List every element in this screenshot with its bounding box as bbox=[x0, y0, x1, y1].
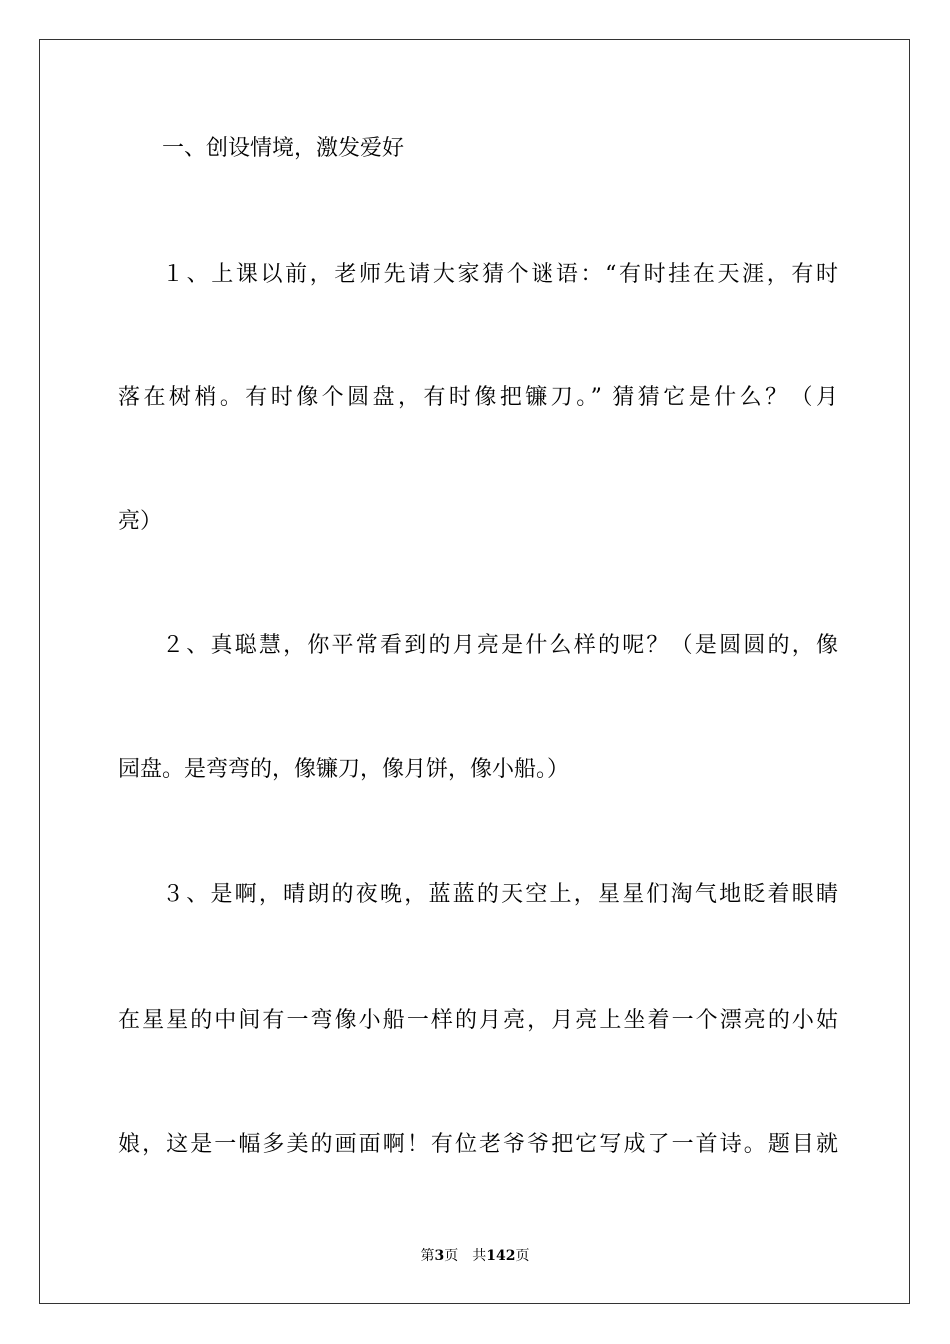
paragraph-line: 落在树梢。有时像个圆盘，有时像把镰刀。” 猜猜它是什么？（月 bbox=[118, 385, 838, 410]
footer-total-prefix: 共 bbox=[472, 1248, 487, 1264]
paragraph-line: 在星星的中间有一弯像小船一样的月亮，月亮上坐着一个漂亮的小姑 bbox=[118, 1008, 838, 1033]
page-border bbox=[39, 39, 910, 1304]
footer-total-pages: 142 bbox=[486, 1248, 516, 1264]
section-heading: 一、创设情境，激发爱好 bbox=[162, 136, 405, 161]
paragraph-line: 园盘。是弯弯的，像镰刀，像月饼，像小船。） bbox=[118, 757, 570, 782]
footer-page-prefix: 第 bbox=[420, 1248, 435, 1264]
paragraph-line: 亮） bbox=[118, 509, 163, 534]
paragraph-line: 娘，这是一幅多美的画面啊！有位老爷爷把它写成了一首诗。题目就 bbox=[118, 1132, 838, 1157]
paragraph-line: ２、真聪慧，你平常看到的月亮是什么样的呢？（是圆圆的，像 bbox=[162, 633, 838, 658]
paragraph-line: １、上课以前，老师先请大家猜个谜语：“有时挂在天涯，有时 bbox=[162, 262, 838, 287]
footer-page-suffix: 页 bbox=[444, 1248, 459, 1264]
paragraph-line: ３、是啊，晴朗的夜晚，蓝蓝的天空上，星星们淘气地眨着眼睛 bbox=[162, 882, 838, 907]
page-footer bbox=[0, 1247, 950, 1265]
footer-total-suffix: 页 bbox=[515, 1248, 530, 1264]
footer-page-number: 3 bbox=[434, 1248, 445, 1264]
